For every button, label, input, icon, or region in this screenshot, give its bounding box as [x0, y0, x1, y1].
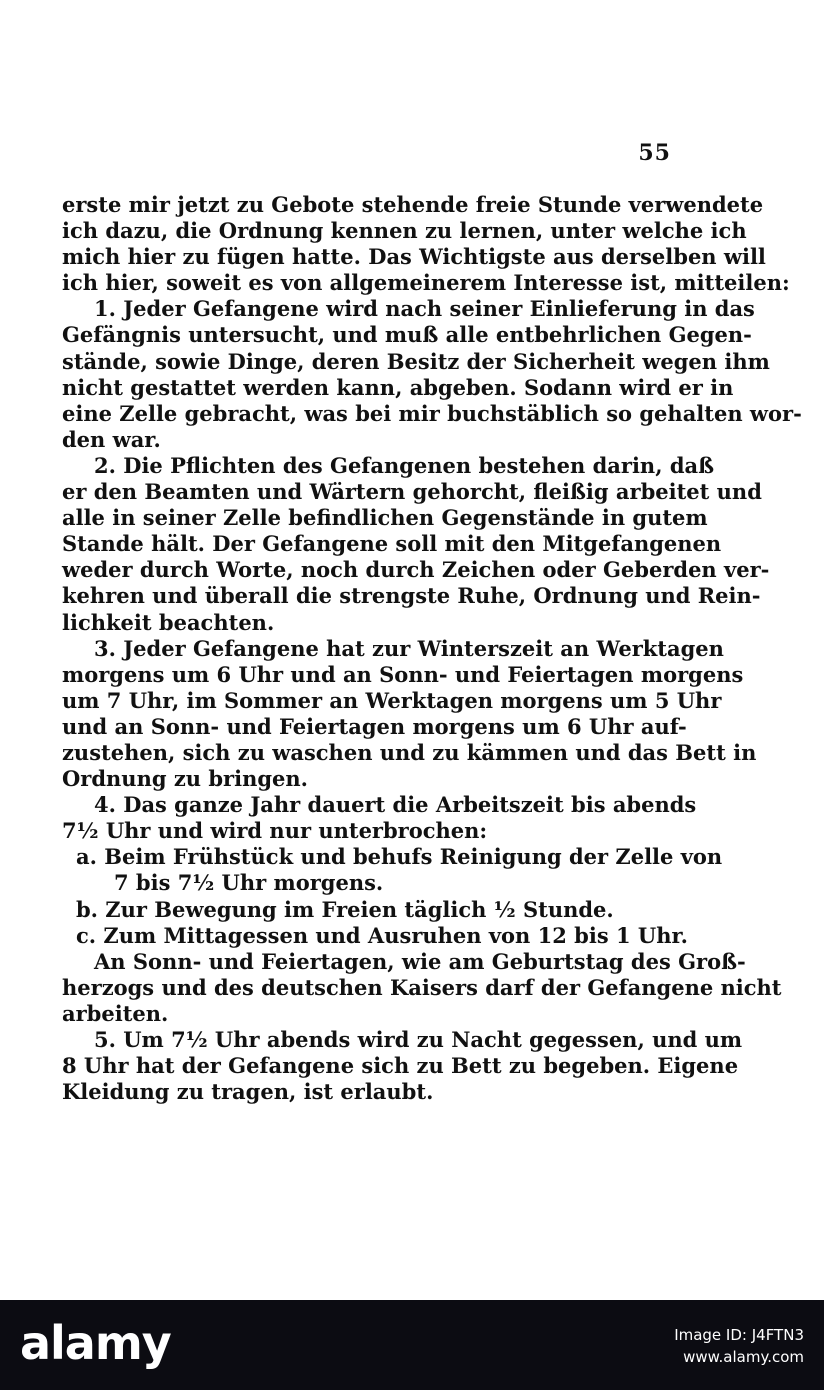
text-line: ich dazu, die Ordnung kennen zu lernen, unter welche ich: [62, 218, 747, 244]
text-line: arbeiten.: [62, 1000, 169, 1026]
text-line: b. Zur Bewegung im Freien täglich ½ Stunde.: [76, 896, 614, 922]
text-line: 1. Jeder Gefangene wird nach seiner Einlieferung in das: [94, 296, 755, 322]
text-line: 4. Das ganze Jahr dauert die Arbeitszeit bis abends: [94, 792, 697, 818]
text-line: stände, sowie Dinge, deren Besitz der Sicherheit wegen ihm: [62, 348, 770, 374]
page-number: 55: [638, 140, 671, 166]
text-line: den war.: [62, 426, 161, 452]
text-line: kehren und überall die strengste Ruhe, Ordnung und Rein-: [62, 583, 761, 609]
image-id-text: Image ID: J4FTN3: [674, 1326, 804, 1344]
text-line: weder durch Worte, noch durch Zeichen oder Geberden ver-: [62, 557, 770, 583]
text-line: 2. Die Pflichten des Gefangenen bestehen darin, daß: [94, 452, 715, 478]
text-line: um 7 Uhr, im Sommer an Werktagen morgens um 5 Uhr: [62, 687, 722, 713]
text-line: alle in seiner Zelle befindlichen Gegenstände in gutem: [62, 505, 708, 531]
text-line: und an Sonn- und Feiertagen morgens um 6 Uhr auf-: [62, 713, 687, 739]
text-line: ich hier, soweit es von allgemeinerem Interesse ist, mitteilen:: [62, 270, 790, 296]
text-line: Gefängnis untersucht, und muß alle entbehrlichen Gegen-: [62, 322, 752, 348]
text-line: 3. Jeder Gefangene hat zur Winterszeit an Werktagen: [94, 635, 724, 661]
watermark-info: [674, 1324, 804, 1368]
body-text: [62, 192, 802, 1105]
alamy-logo: alamy: [20, 1316, 171, 1370]
text-line: An Sonn- und Feiertagen, wie am Geburtstag des Groß-: [94, 948, 746, 974]
text-line: lichkeit beachten.: [62, 609, 275, 635]
text-line: 7 bis 7½ Uhr morgens.: [114, 870, 384, 896]
text-line: a. Beim Frühstück und behufs Reinigung der Zelle von: [76, 844, 723, 870]
text-line: morgens um 6 Uhr und an Sonn- und Feiertagen morgens: [62, 661, 744, 687]
text-line: herzogs und des deutschen Kaisers darf der Gefangene nicht: [62, 974, 782, 1000]
text-line: erste mir jetzt zu Gebote stehende freie Stunde verwendete: [62, 192, 764, 217]
text-line: 5. Um 7½ Uhr abends wird zu Nacht gegessen, und um: [94, 1027, 743, 1052]
text-line: Stande hält. Der Gefangene soll mit den Mitgefangenen: [62, 531, 722, 557]
text-line: Kleidung zu tragen, ist erlaubt.: [62, 1079, 434, 1105]
text-line: 7½ Uhr und wird nur unterbrochen:: [62, 818, 488, 844]
text-line: er den Beamten und Wärtern gehorcht, fleißig arbeitet und: [62, 479, 762, 505]
text-line: c. Zum Mittagessen und Ausruhen von 12 bis 1 Uhr.: [76, 922, 688, 948]
text-line: mich hier zu fügen hatte. Das Wichtigste aus derselben will: [62, 244, 766, 270]
text-line: eine Zelle gebracht, was bei mir buchstäblich so gehalten wor-: [62, 400, 802, 426]
text-line: 8 Uhr hat der Gefangene sich zu Bett zu begeben. Eigene: [62, 1053, 739, 1079]
text-line: zustehen, sich zu waschen und zu kämmen und das Bett in: [62, 739, 757, 765]
text-line: Ordnung zu bringen.: [62, 766, 308, 792]
text-line: nicht gestattet werden kann, abgeben. Sodann wird er in: [62, 374, 734, 400]
site-url-text: www.alamy.com: [683, 1348, 804, 1366]
watermark-bar: [0, 1300, 824, 1390]
